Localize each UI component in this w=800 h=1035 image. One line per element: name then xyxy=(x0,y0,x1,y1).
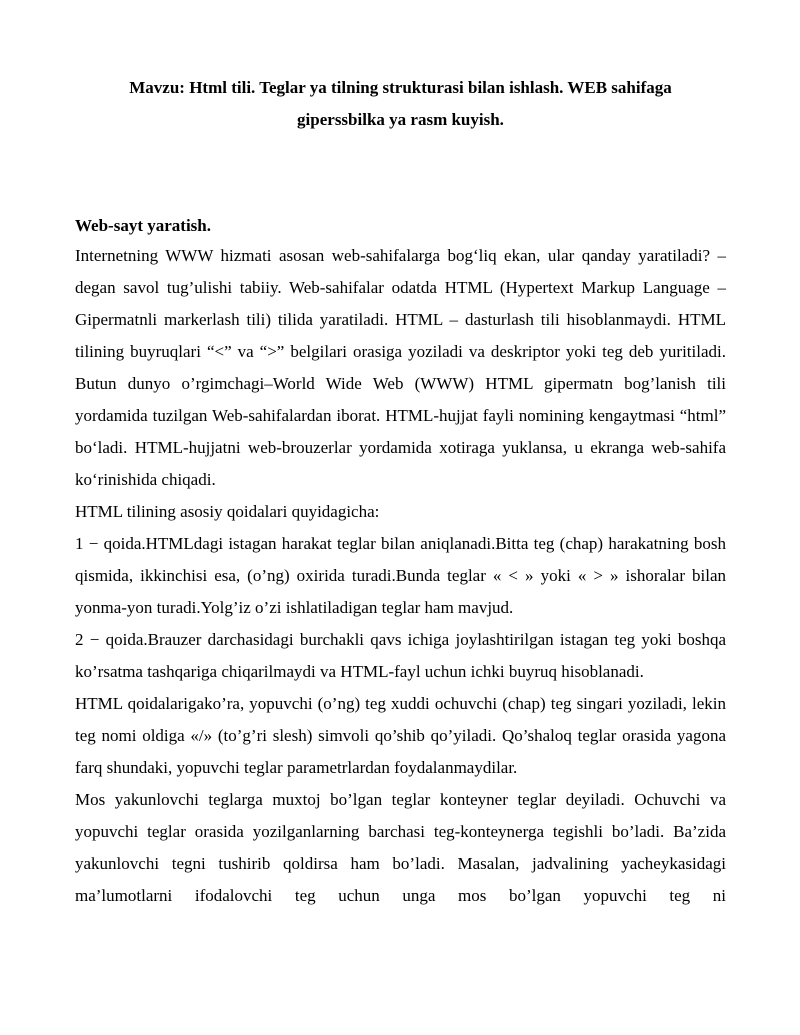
paragraph-closing-tags: HTML qoidalarigako’ra, yopuvchi (o’ng) teg xuddi ochuvchi (chap) teg singari yoziladi, lekin teg nomi oldiga «/» (to’g’ri slesh) simvoli qo’shib qo’yiladi. Qo’shaloq teglar orasida yagona farq shundaki, yopuvchi teglar parametrlardan foydalanmaydilar. xyxy=(75,694,726,777)
paragraph-rule-2: 2 − qoida.Brauzer darchasidagi burchakli qavs ichiga joylashtirilgan istagan teg yoki boshqa ko’rsatma tashqariga chiqarilmaydi va HTML-fayl uchun ichki buyruq hisoblanadi. xyxy=(75,630,726,681)
title-line-2: giperssbilka ya rasm kuyish. xyxy=(297,110,504,129)
paragraph-container-tags: Mos yakunlovchi teglarga muxtoj bo’lgan teglar konteyner teglar deyiladi. Ochuvchi va yopuvchi teglar orasida yozilganlarning barchasi teg-konteynerga tegishli bo’ladi. Ba’zida yakunlovchi tegni tushirib qoldirsa ham bo’ladi. Masalan, jadvalining yacheykasidagi ma’lumotlarni ifodalovchi teg uchun unga mos bo’lgan yopuvchi teg ni xyxy=(75,790,726,905)
section-heading: Web-sayt yaratish. xyxy=(75,216,211,235)
document-title xyxy=(81,72,720,136)
paragraph-rules-intro: HTML tilining asosiy qoidalari quyidagicha: xyxy=(75,502,380,521)
paragraph-rule-1: 1 − qoida.HTMLdagi istagan harakat teglar bilan aniqlanadi.Bitta teg (chap) harakatning bosh qismida, ikkinchisi esa, (o’ng) oxirida turadi.Bunda teglar « < » yoki « > » ishoralar bilan yonma-yon turadi.Yolg’iz o’zi ishlatiladigan teglar ham mavjud. xyxy=(75,534,726,617)
paragraph-www-intro: Internetning WWW hizmati asosan web-sahifalarga bog‘liq ekan, ular qanday yaratiladi? – degan savol tug’ulishi tabiiy. Web-sahifalar odatda HTML (Hypertext Markup Language – Gipermatnli markerlash tili) tilida yaratiladi. HTML – dasturlash tili hisoblanmaydi. HTML tilining buyruqlari “<” va “>” belgilari orasiga yoziladi va deskriptor yoki teg deb yuritiladi. Butun dunyo o’rgimchagi–World Wide Web (WWW) HTML gipermatn bog’lanish tili yordamida tuzilgan Web-sahifalardan iborat. HTML-hujjat fayli nomining kengaytmasi “html” bo‘ladi. HTML-hujjatni web-brouzerlar yordamida xotiraga yuklansa, u ekranga web-sahifa ko‘rinishida chiqadi. xyxy=(75,246,726,489)
title-line-1: Mavzu: Html tili. Teglar ya tilning strukturasi bilan ishlash. WEB sahifaga xyxy=(129,78,672,97)
